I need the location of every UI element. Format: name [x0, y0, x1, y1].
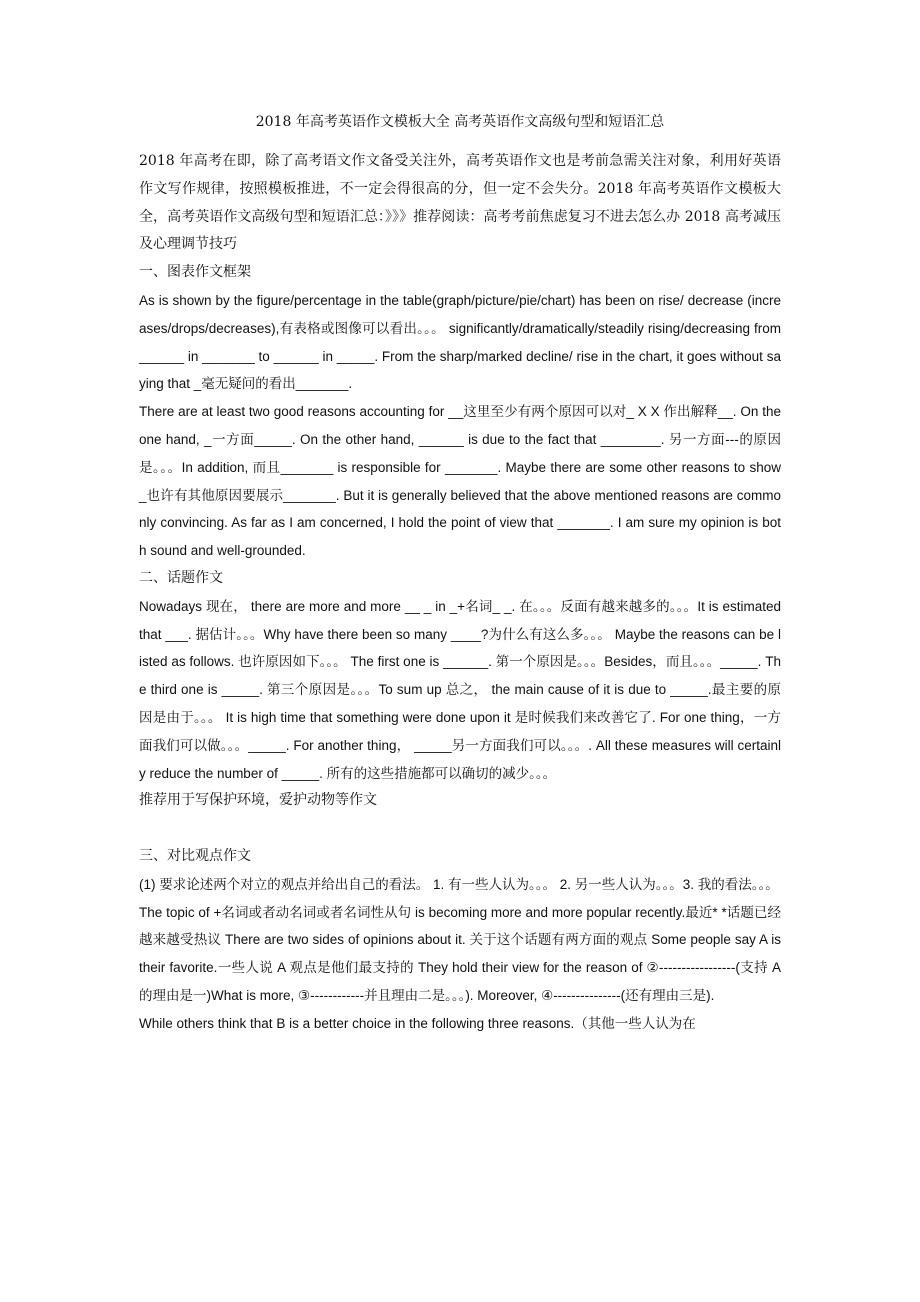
contrast-paragraph-1: (1) 要求论述两个对立的观点并给出自己的看法。 1. 有一些人认为。。。 2. 另一些人认为。。。3. 我的看法。。。 — [139, 876, 779, 892]
section-spacer — [139, 815, 781, 843]
document-title: 2018 年高考英语作文模板大全 高考英语作文高级句型和短语汇总 — [255, 114, 665, 130]
chart-paragraph-2: There are at least two good reasons accounting for __这里至少有两个原因可以对_ X X 作出解释__. On the one hand, _一方面_____. On the other hand, ______ is due to the fact that ________. 另一方面---的原因是。。。In addition, 而且_______ is responsible for _______. Maybe there are some other reasons to show _也许有其他原因要展示_______. But it is generally believed that the above mentioned reasons are commonly convincing. As far as I am concerned, I hold the point of view that _______. I am sure my opinion is both sound and well-grounded. — [139, 404, 781, 559]
chart-paragraph-1: As is shown by the figure/percentage in the table(graph/picture/pie/chart) has been on rise/ decrease (increases/drops/decreases),有表格或图像可以看出。。。 significantly/dramatically/steadily rising/decreasing from______ in _______ to ______ in _____. From the sharp/marked decline/ rise in the chart, it goes without saying that _毫无疑问的看出_______. — [139, 292, 781, 392]
intro-paragraph: 2018 年高考在即，除了高考语文作文备受关注外，高考英语作文也是考前急需关注对象，利用好英语作文写作规律，按照模板推进，不一定会得很高的分，但一定不会失分。2018 年高考英语作文模板大全，高考英语作文高级句型和短语汇总：》》》推荐阅读：高考考前焦虑复习不进去怎么办 2018 高考减压及心理调节技巧 — [139, 153, 781, 253]
topic-note: 推荐用于写保护环境，爱护动物等作文 — [139, 792, 377, 809]
section-heading-topic: 二、话题作文 — [139, 569, 223, 586]
contrast-paragraph-3: While others think that B is a better choice in the following three reasons.（其他一些人认为在 — [139, 1015, 696, 1031]
contrast-paragraph-2: The topic of +名词或者动名词或者名词性从句 is becoming more and more popular recently.最近* *话题已经越来越受热议 There are two sides of opinions about it. 关于这个话题有两方面的观点 Some people say A is their favorite.一些人说 A 观点是他们最支持的 They hold their view for the reason of ②-----------------(支持 A 的理由是一)What is more, ③------------并且理由二是。。。). Moreover, ④---------------(还有理由三是). — [139, 904, 781, 1003]
topic-paragraph: Nowadays 现在， there are more and more __ _ in _+名词_ _. 在。。。反面有越来越多的。。。It is estimated that ___. 据估计。。。Why have there been so many ____?为什么有这么多。。。 Maybe the reasons can be listed as follows. 也许原因如下。。。 The first one is ______. 第一个原因是。。。Besides，而且。。。_____. The third one is _____. 第三个原因是。。。To sum up 总之， the main cause of it is due to _____.最主要的原因是由于。。。 It is high time that something were done upon it 是时候我们来改善它了. For one thing，一方面我们可以做。。。_____. For another thing， _____另一方面我们可以。。。. All these measures will certainly reduce the number of _____. 所有的这些措施都可以确切的减少。。。 — [139, 598, 781, 781]
section-heading-contrast: 三、对比观点作文 — [139, 847, 251, 864]
section-heading-chart: 一、图表作文框架 — [139, 264, 251, 281]
document-page — [139, 112, 781, 1038]
